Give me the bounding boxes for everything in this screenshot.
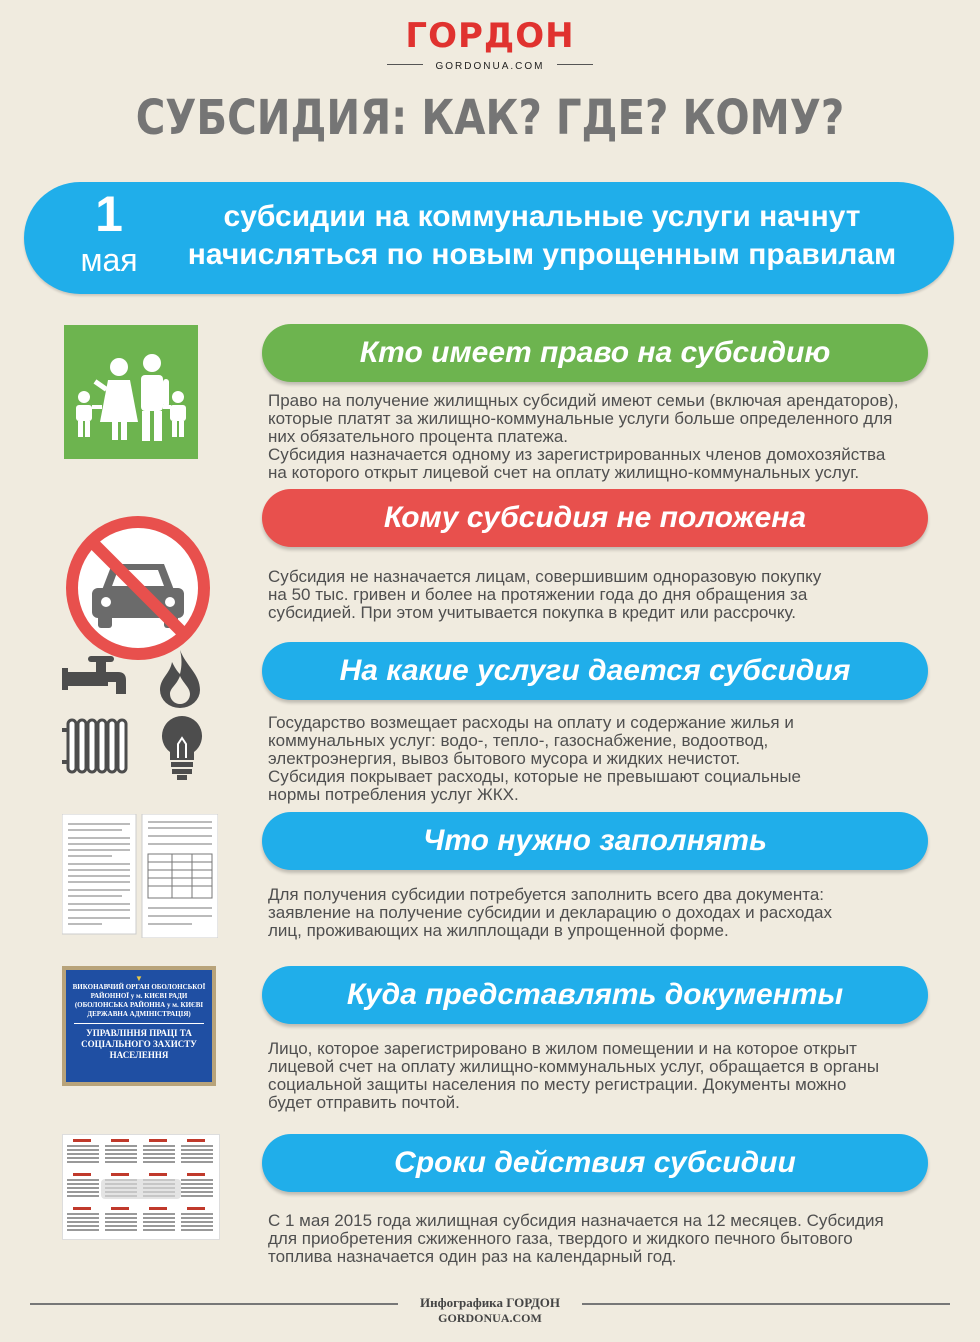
text-line: электроэнергия, вывоз бытового мусора и жидких нечистот. [268,749,741,768]
section-heading-not-eligible: Кому субсидия не положена [262,489,928,547]
text-line: лицевой счет на оплату жилищно-коммунальных услуг, обращается в органы [268,1057,880,1076]
text-line: на 50 тыс. гривен и более на протяжении года до дня обращения за [268,585,808,604]
sign-divider [74,1023,204,1024]
text-line: коммунальных услуг: водо-, тепло-, газоснабжение, водоотвод, [268,731,769,750]
section-text-forms [268,886,968,940]
office-sign-icon [62,966,216,1086]
sign-line: (ОБОЛОНСЬКА РАЙОННА у м. КИЄВІ [74,1001,204,1009]
banner-text [142,198,942,274]
family-icon [64,325,198,459]
text-line: заявление на получение субсидии и декларацию о доходах и расходах [268,903,832,922]
text-line: Субсидия не назначается лицам, совершившим одноразовую покупку [268,567,822,586]
logo-url-row [0,56,980,74]
banner-month: мая [80,242,138,278]
text-line: субсидией. При этом учитывается покупка в кредит или рассрочку. [268,603,796,622]
section-heading-where: Куда представлять документы [262,966,928,1024]
text-line: Субсидия назначается одному из зарегистрированных членов домохозяйства [268,445,886,464]
text-line: С 1 мая 2015 года жилищная субсидия назначается на 12 месяцев. Субсидия [268,1211,884,1230]
office-sign [66,970,212,1082]
section-heading-services: На какие услуги дается субсидия [262,642,928,700]
logo-name: ГОРДОН [405,16,575,56]
section-heading-duration: Сроки действия субсидии [262,1134,928,1192]
sign-line: РАЙОННОЇ у м. КИЄВІ РАДИ [90,992,188,1000]
banner-day: 1 [95,186,123,242]
text-line: них обязательного процента платежа. [268,427,569,446]
footer-url: GORDONUA.COM [438,1311,542,1325]
water-tap-icon [62,650,132,700]
text-line: нормы потребления услуг ЖКХ. [268,785,519,804]
sign-line: ВИКОНАВЧИЙ ОРГАН ОБОЛОНСЬКОЇ [72,983,206,991]
text-line: Лицо, которое зарегистрировано в жилом помещении и на которое открыт [268,1039,857,1058]
text-line: для приобретения сжиженного газа, твердого и жидкого печного бытового [268,1229,853,1248]
section-text-not-eligible [268,568,968,622]
light-bulb-icon [158,712,206,782]
sign-line: УПРАВЛІННЯ ПРАЦІ ТА [86,1028,192,1038]
text-line: социальной защиты населения по месту регистрации. Документы можно [268,1075,847,1094]
logo-line-left [387,64,423,65]
text-line: на которого открыт лицевой счет на оплату жилищно-коммунальных услуг. [268,463,860,482]
banner-line-2: начисляться по новым упрощенным правилам [187,238,897,271]
logo-url: GORDONUA.COM [435,61,545,72]
sign-line: ДЕРЖАВНА АДМІНІСТРАЦІЯ) [87,1010,191,1018]
sign-line: СОЦІАЛЬНОГО ЗАХИСТУ [81,1039,197,1049]
section-text-where [268,1040,968,1112]
trident-icon: ▼ [135,974,143,983]
section-text-duration [268,1212,968,1266]
text-line: будет отправить почтой. [268,1093,460,1112]
calendar-icon [62,1134,220,1240]
document-forms-icon [62,814,218,938]
logo [0,16,980,74]
text-line: Право на получение жилищных субсидий имеют семьи (включая арендаторов), [268,391,899,410]
date-banner [24,182,954,294]
page-title: СУБСИДИЯ: КАК? ГДЕ? КОМУ? [135,90,845,146]
no-car-icon [62,512,214,664]
footer-credit: Инфографика ГОРДОН [419,1295,561,1310]
text-line: Государство возмещает расходы на оплату и содержание жилья и [268,713,794,732]
section-text-services [268,714,968,804]
text-line: которые платят за жилищно-коммунальные услуги больше определенного для [268,409,893,428]
text-line: лиц, проживающих на жилплощади в упрощенной форме. [268,921,729,940]
text-line: топлива назначается один раз на календарный год. [268,1247,677,1266]
section-heading-eligibility: Кто имеет право на субсидию [262,324,928,382]
section-text-eligibility [268,392,968,482]
text-line: Субсидия покрывает расходы, которые не превышают социальные [268,767,801,786]
gas-flame-icon [156,648,204,710]
sign-line: НАСЕЛЕННЯ [109,1050,169,1060]
radiator-icon [62,714,132,778]
banner-line-1: субсидии на коммунальные услуги начнут [223,200,861,233]
text-line: Для получения субсидии потребуется заполнить всего два документа: [268,885,824,904]
section-heading-forms: Что нужно заполнять [262,812,928,870]
logo-line-right [557,64,593,65]
